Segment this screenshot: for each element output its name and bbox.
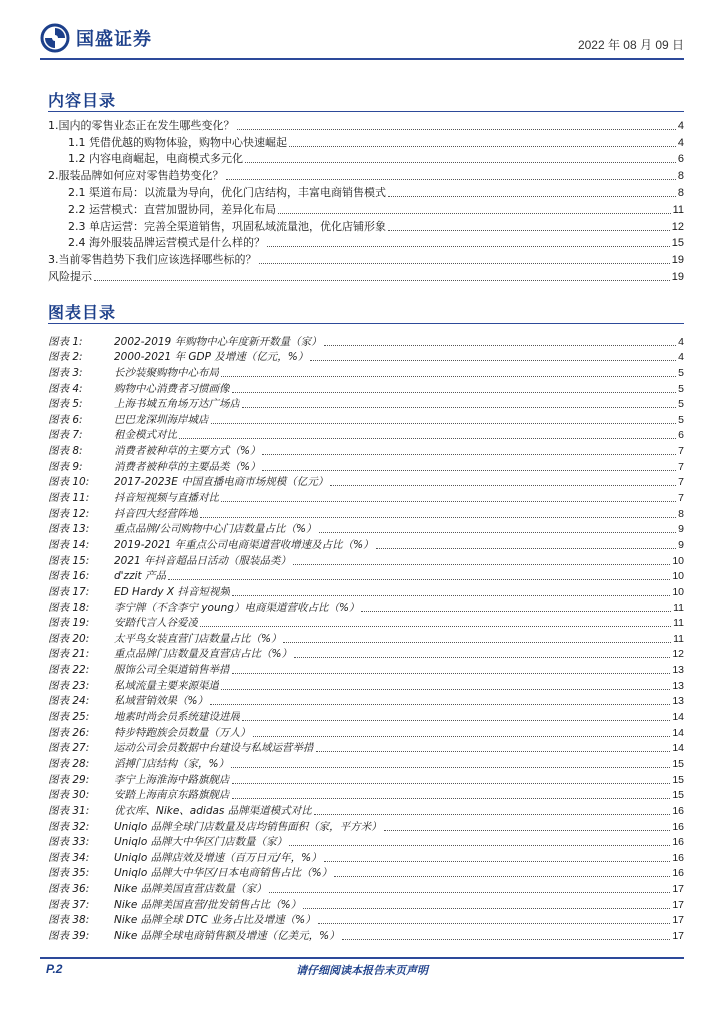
- figure-entry[interactable]: [48, 505, 684, 521]
- toc-entry-page: 15: [671, 237, 684, 250]
- figure-entry[interactable]: [48, 599, 684, 615]
- figure-entry-label: 图表 17:: [48, 585, 90, 598]
- figure-entry-page: 16: [672, 836, 684, 849]
- figure-entry-label: 图表 9:: [48, 460, 83, 473]
- figure-entry-page: 16: [672, 851, 684, 864]
- figures-title-divider: [48, 323, 684, 324]
- figure-entry-page: 9: [678, 523, 684, 536]
- figure-entry[interactable]: [48, 411, 684, 427]
- figure-entry[interactable]: [48, 521, 684, 537]
- toc-entry[interactable]: [48, 183, 684, 200]
- toc-entry-page: 12: [671, 220, 684, 233]
- figure-entry-page: 16: [672, 820, 684, 833]
- figure-entry-page: 7: [678, 445, 684, 458]
- figure-entry[interactable]: [48, 880, 684, 896]
- figure-entry-page: 10: [672, 585, 684, 598]
- figure-entry-label: 图表 31:: [48, 804, 90, 817]
- figure-entry-page: 12: [672, 648, 684, 661]
- figure-entry[interactable]: [48, 708, 684, 724]
- figure-entry-label: 图表 38:: [48, 914, 90, 927]
- figure-entry[interactable]: [48, 474, 684, 490]
- figure-entry[interactable]: [48, 755, 684, 771]
- figure-entry-page: 11: [673, 601, 684, 614]
- dot-leader: [259, 263, 670, 264]
- toc-entry-text: 1.1 凭借优越的购物体验，购物中心快速崛起: [68, 135, 287, 149]
- figure-entry-text: 2017-2023E 中国直播电商市场规模（亿元）: [114, 476, 329, 489]
- figure-entry[interactable]: [48, 849, 684, 865]
- dot-leader: [342, 939, 671, 940]
- dot-leader: [245, 162, 676, 163]
- figure-entry-page: 17: [672, 898, 684, 911]
- list-of-figures: [48, 333, 684, 943]
- dot-leader: [318, 923, 671, 924]
- footer-divider: [40, 957, 684, 959]
- toc-entry-page: 8: [677, 186, 684, 199]
- toc-entry[interactable]: [48, 217, 684, 234]
- toc-entry-text: 1.国内的零售业态正在发生哪些变化？: [48, 118, 235, 132]
- figure-entry-label: 图表 34:: [48, 851, 90, 864]
- figure-entry[interactable]: [48, 865, 684, 881]
- toc-entry-text: 2.1 渠道布局：以流量为导向，优化门店结构，丰富电商销售模式: [68, 185, 386, 199]
- figure-entry-text: 上海书城五角场万达广场店: [114, 398, 240, 411]
- dot-leader: [294, 657, 670, 658]
- dot-leader: [314, 814, 671, 815]
- figure-entry[interactable]: [48, 896, 684, 912]
- dot-leader: [324, 345, 677, 346]
- figure-entry-text: Nike 品牌全球电商销售额及增速（亿美元，%）: [114, 929, 340, 942]
- dot-leader: [221, 501, 676, 502]
- figure-entry[interactable]: [48, 927, 684, 943]
- figure-entry-page: 4: [678, 335, 684, 348]
- figure-entry[interactable]: [48, 630, 684, 646]
- dot-leader: [232, 673, 671, 674]
- figure-entry-label: 图表 12:: [48, 507, 90, 520]
- figure-entry-page: 4: [678, 351, 684, 364]
- figure-entry-text: 重点品牌/公司购物中心门店数量占比（%）: [114, 523, 317, 536]
- figure-entry-page: 14: [672, 742, 684, 755]
- figure-entry-text: 李宁上海淮海中路旗舰店: [114, 773, 230, 786]
- figure-entry[interactable]: [48, 834, 684, 850]
- figure-entry-label: 图表 29:: [48, 773, 90, 786]
- figure-entry[interactable]: [48, 724, 684, 740]
- toc-entry-text: 风险提示: [48, 269, 92, 283]
- figure-entry-text: 2000-2021 年 GDP 及增速（亿元，%）: [114, 351, 309, 364]
- dot-leader: [226, 179, 676, 180]
- dot-leader: [269, 892, 671, 893]
- table-of-contents: [48, 116, 684, 284]
- dot-leader: [211, 423, 677, 424]
- figure-entry-label: 图表 4:: [48, 382, 83, 395]
- figure-entry-text: 特步特跑族会员数量（万人）: [114, 726, 251, 739]
- figure-entry-label: 图表 2:: [48, 351, 83, 364]
- figure-entry-label: 图表 36:: [48, 883, 90, 896]
- toc-title: 内容目录: [48, 91, 117, 110]
- dot-leader: [262, 454, 676, 455]
- toc-entry[interactable]: [48, 234, 684, 251]
- figure-entry[interactable]: [48, 364, 684, 380]
- toc-entry-text: 2.服装品牌如何应对零售趋势变化？: [48, 169, 224, 183]
- figure-entry-label: 图表 27:: [48, 742, 90, 755]
- figure-entry-page: 13: [672, 664, 684, 677]
- company-logo: [40, 20, 190, 56]
- dot-leader: [94, 280, 670, 281]
- dot-leader: [262, 470, 676, 471]
- figure-entry-label: 图表 13:: [48, 523, 90, 536]
- figure-entry-text: 消费者被种草的主要品类（%）: [114, 460, 261, 473]
- figure-entry-text: 私域营销效果（%）: [114, 695, 208, 708]
- figure-entry-label: 图表 5:: [48, 398, 83, 411]
- dot-leader: [253, 736, 671, 737]
- toc-entry[interactable]: [48, 166, 684, 183]
- figure-entry-page: 8: [678, 507, 684, 520]
- figure-entry[interactable]: [48, 615, 684, 631]
- figure-entry-label: 图表 25:: [48, 711, 90, 724]
- figure-entry[interactable]: [48, 771, 684, 787]
- figure-entry-label: 图表 10:: [48, 476, 90, 489]
- figure-entry-page: 10: [672, 570, 684, 583]
- figure-entry-text: 安踏代言人谷爱凌: [114, 617, 198, 630]
- figure-entry-text: Nike 品牌全球 DTC 业务占比及增速（%）: [114, 914, 316, 927]
- figure-entry[interactable]: [48, 802, 684, 818]
- figure-entry-page: 15: [672, 773, 684, 786]
- figure-entry-text: 李宁牌（不含李宁 young）电商渠道营收占比（%）: [114, 601, 360, 614]
- dot-leader: [278, 213, 671, 214]
- figure-entry[interactable]: [48, 787, 684, 803]
- toc-entry-text: 2.3 单店运营：完善全渠道销售，巩固私域流量池，优化店铺形象: [68, 219, 386, 233]
- logo-text: 国盛证券: [76, 29, 152, 50]
- figure-entry-label: 图表 39:: [48, 929, 90, 942]
- figure-entry-page: 7: [678, 460, 684, 473]
- header-divider: [40, 58, 684, 60]
- figure-entry-page: 15: [672, 789, 684, 802]
- dot-leader: [168, 579, 670, 580]
- figure-entry-label: 图表 19:: [48, 617, 90, 630]
- dot-leader: [388, 196, 676, 197]
- dot-leader: [242, 407, 676, 408]
- dot-leader: [388, 230, 670, 231]
- figure-entry-page: 13: [672, 679, 684, 692]
- figure-entry[interactable]: [48, 427, 684, 443]
- figure-entry-page: 5: [678, 382, 684, 395]
- figure-entry-text: Uniqlo 品牌全球门店数量及店均销售面积（家，平方米）: [114, 820, 382, 833]
- figure-entry-label: 图表 20:: [48, 632, 90, 645]
- toc-entry[interactable]: [48, 133, 684, 150]
- figure-entry-text: 滔搏门店结构（家，%）: [114, 757, 229, 770]
- figure-entry-label: 图表 18:: [48, 601, 90, 614]
- figure-entry-text: Uniqlo 品牌大中华区/日本电商销售占比（%）: [114, 867, 333, 880]
- dot-leader: [179, 438, 676, 439]
- figure-entry-page: 11: [673, 617, 684, 630]
- toc-entry[interactable]: [48, 200, 684, 217]
- figure-entry-text: 优衣库、Nike、adidas 品牌渠道模式对比: [114, 804, 312, 817]
- figure-entry-page: 5: [678, 413, 684, 426]
- dot-leader: [200, 626, 671, 627]
- toc-entry-text: 3.当前零售趋势下我们应该选择哪些标的？: [48, 253, 257, 267]
- figure-entry[interactable]: [48, 489, 684, 505]
- dot-leader: [310, 360, 676, 361]
- figure-entry-text: Uniqlo 品牌大中华区门店数量（家）: [114, 836, 288, 849]
- toc-entry-page: 6: [677, 153, 684, 166]
- dot-leader: [231, 767, 670, 768]
- toc-entry-text: 2.4 海外服装品牌运营模式是什么样的？: [68, 236, 265, 250]
- figure-entry-label: 图表 37:: [48, 898, 90, 911]
- dot-leader: [384, 830, 671, 831]
- figure-entry-label: 图表 28:: [48, 757, 90, 770]
- figure-entry-label: 图表 21:: [48, 648, 90, 661]
- figure-entry-page: 16: [672, 867, 684, 880]
- figure-entry-page: 15: [672, 757, 684, 770]
- figure-entry-page: 5: [678, 398, 684, 411]
- toc-entry-page: 4: [677, 136, 684, 149]
- figure-entry-page: 14: [672, 726, 684, 739]
- figure-entry-label: 图表 6:: [48, 413, 83, 426]
- toc-entry[interactable]: [48, 116, 684, 133]
- figure-entry[interactable]: [48, 693, 684, 709]
- dot-leader: [324, 861, 671, 862]
- guosheng-logo-icon: [40, 23, 70, 53]
- figure-entry[interactable]: [48, 333, 684, 349]
- dot-leader: [237, 129, 676, 130]
- figure-entry[interactable]: [48, 349, 684, 365]
- dot-leader: [330, 485, 676, 486]
- figure-entry-label: 图表 15:: [48, 554, 90, 567]
- disclaimer-note: 请仔细阅读本报告末页声明: [296, 964, 428, 977]
- dot-leader: [283, 642, 671, 643]
- toc-entry-page: 8: [677, 170, 684, 183]
- figure-entry-page: 5: [678, 366, 684, 379]
- figure-entry-page: 7: [678, 492, 684, 505]
- dot-leader: [319, 532, 677, 533]
- toc-entry-page: 19: [671, 254, 684, 267]
- figure-entry-page: 7: [678, 476, 684, 489]
- figure-entry-text: 2002-2019 年购物中心年度新开数量（家）: [114, 335, 322, 348]
- dot-leader: [303, 908, 670, 909]
- dot-leader: [210, 704, 670, 705]
- toc-entry-text: 2.2 运营模式：直营加盟协同，差异化布局: [68, 202, 276, 216]
- figure-entry-text: d'zzit 产品: [114, 570, 166, 583]
- toc-title-divider: [48, 111, 684, 112]
- figure-entry-label: 图表 32:: [48, 820, 90, 833]
- toc-entry[interactable]: [48, 267, 684, 284]
- figure-entry-page: 13: [672, 695, 684, 708]
- dot-leader: [232, 798, 671, 799]
- figure-entry-text: Nike 品牌美国直营/批发销售占比（%）: [114, 898, 302, 911]
- dot-leader: [242, 720, 670, 721]
- dot-leader: [267, 246, 670, 247]
- figure-entry[interactable]: [48, 912, 684, 928]
- figure-entry-label: 图表 11:: [48, 492, 90, 505]
- toc-entry-page: 11: [672, 203, 684, 216]
- dot-leader: [293, 564, 670, 565]
- figure-entry[interactable]: [48, 661, 684, 677]
- figure-entry-text: 太平鸟女装直营门店数量占比（%）: [114, 632, 282, 645]
- figure-entry-page: 16: [672, 804, 684, 817]
- figure-entry-page: 17: [672, 929, 684, 942]
- dot-leader: [232, 595, 670, 596]
- dot-leader: [376, 548, 677, 549]
- figure-entry-text: 抖音短视频与直播对比: [114, 492, 219, 505]
- figure-entry-label: 图表 14:: [48, 538, 90, 551]
- figure-entry-label: 图表 16:: [48, 570, 90, 583]
- figure-entry[interactable]: [48, 536, 684, 552]
- figure-entry-page: 17: [672, 883, 684, 896]
- figure-entry[interactable]: [48, 552, 684, 568]
- figure-entry-page: 11: [673, 632, 684, 645]
- figure-entry-text: 2019-2021 年重点公司电商渠道营收增速及占比（%）: [114, 538, 374, 551]
- figure-entry[interactable]: [48, 677, 684, 693]
- dot-leader: [361, 611, 671, 612]
- figure-entry[interactable]: [48, 646, 684, 662]
- figure-entry-text: 重点品牌门店数量及直营店占比（%）: [114, 648, 292, 661]
- figure-entry-label: 图表 30:: [48, 789, 90, 802]
- figure-entry-label: 图表 26:: [48, 726, 90, 739]
- figure-entry-text: 运动公司会员数据中台建设与私域运营举措: [114, 742, 314, 755]
- figure-entry-text: Nike 品牌美国直营店数量（家）: [114, 883, 267, 896]
- toc-entry[interactable]: [48, 250, 684, 267]
- figure-entry[interactable]: [48, 442, 684, 458]
- figure-entry[interactable]: [48, 583, 684, 599]
- figure-entry-text: ED Hardy X 抖音短视频: [114, 585, 230, 598]
- page-header: [0, 0, 724, 70]
- dot-leader: [334, 876, 670, 877]
- figures-title: 图表目录: [48, 303, 117, 322]
- figure-entry-text: 2021 年抖音超品日活动（服装品类）: [114, 554, 292, 567]
- figure-entry-label: 图表 33:: [48, 836, 90, 849]
- toc-entry-text: 1.2 内容电商崛起，电商模式多元化: [68, 152, 243, 166]
- dot-leader: [316, 751, 671, 752]
- dot-leader: [289, 146, 676, 147]
- figure-entry-text: 服饰公司全渠道销售举措: [114, 664, 230, 677]
- dot-leader: [200, 517, 676, 518]
- dot-leader: [221, 689, 670, 690]
- figure-entry-text: 私域流量主要来源渠道: [114, 679, 219, 692]
- figure-entry-text: 抖音四大经营阵地: [114, 507, 198, 520]
- toc-entry[interactable]: [48, 150, 684, 167]
- report-date: 2022 年 08 月 09 日: [577, 38, 684, 52]
- figure-entry[interactable]: [48, 740, 684, 756]
- figure-entry-text: 地素时尚会员系统建设进展: [114, 711, 240, 724]
- figure-entry-text: 长沙装聚购物中心布局: [114, 366, 219, 379]
- figure-entry-page: 6: [678, 429, 684, 442]
- dot-leader: [289, 845, 670, 846]
- figure-entry-label: 图表 3:: [48, 366, 83, 379]
- figure-entry-label: 图表 8:: [48, 445, 83, 458]
- toc-entry-page: 19: [671, 270, 684, 283]
- figure-entry-label: 图表 7:: [48, 429, 83, 442]
- figure-entry-text: 租金模式对比: [114, 429, 177, 442]
- figure-entry[interactable]: [48, 380, 684, 396]
- page-number: P.2: [46, 962, 63, 976]
- figure-entry[interactable]: [48, 458, 684, 474]
- figure-entry-label: 图表 22:: [48, 664, 90, 677]
- figure-entry-text: Uniqlo 品牌店效及增速（百万日元/年，%）: [114, 851, 322, 864]
- figure-entry-label: 图表 24:: [48, 695, 90, 708]
- figure-entry-text: 巴巴龙深圳海岸城店: [114, 413, 209, 426]
- figure-entry-page: 9: [678, 538, 684, 551]
- dot-leader: [232, 392, 677, 393]
- toc-entry-page: 4: [677, 119, 684, 132]
- figure-entry[interactable]: [48, 818, 684, 834]
- figure-entry-page: 14: [672, 711, 684, 724]
- dot-leader: [221, 376, 676, 377]
- figure-entry-label: 图表 35:: [48, 867, 90, 880]
- figure-entry-label: 图表 23:: [48, 679, 90, 692]
- figure-entry[interactable]: [48, 396, 684, 412]
- figure-entry-label: 图表 1:: [48, 335, 83, 348]
- figure-entry-text: 消费者被种草的主要方式（%）: [114, 445, 261, 458]
- figure-entry-page: 17: [672, 914, 684, 927]
- dot-leader: [232, 783, 671, 784]
- figure-entry-text: 安踏上海南京东路旗舰店: [114, 789, 230, 802]
- figure-entry[interactable]: [48, 568, 684, 584]
- figure-entry-page: 10: [672, 554, 684, 567]
- figure-entry-text: 购物中心消费者习惯画像: [114, 382, 230, 395]
